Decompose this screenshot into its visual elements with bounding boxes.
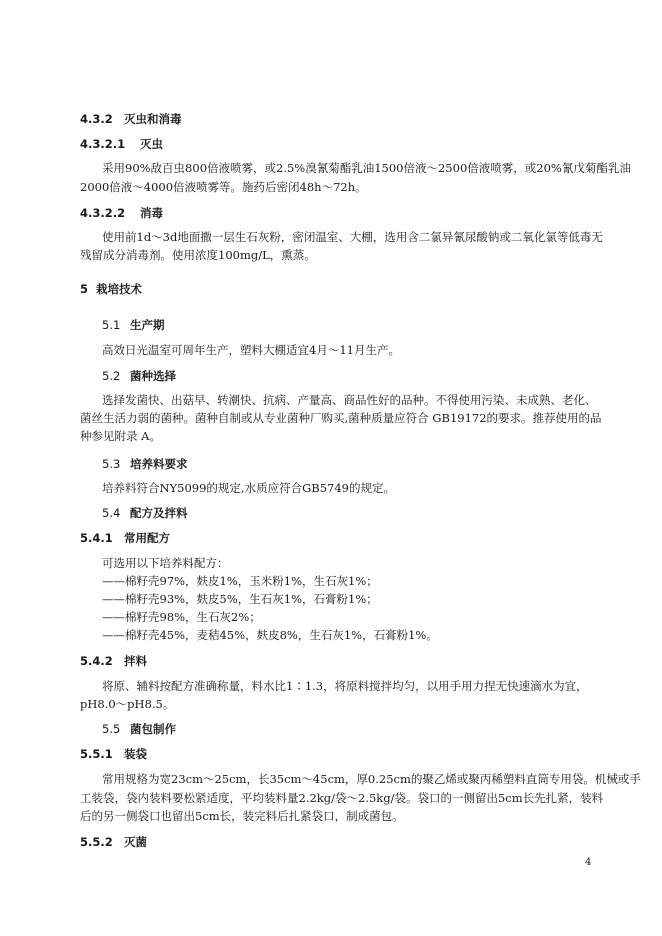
heading-4-3-2-1 xyxy=(80,137,163,151)
section-title: 拌料 xyxy=(124,654,147,668)
heading-5-2 xyxy=(102,369,176,383)
heading-5-5-1 xyxy=(80,747,147,761)
list-item: ——棉籽壳98%，生石灰2%； xyxy=(102,610,261,624)
paragraph-line: 培养料符合NY5099的规定,水质应符合GB5749的规定。 xyxy=(102,481,395,495)
paragraph-line: 可选用以下培养料配方： xyxy=(102,556,229,570)
paragraph-line: 常用规格为宽23cm～25cm，长35cm～45cm，厚0.25cm的聚乙烯或聚丙稀塑料直筒专用袋。机械或手 xyxy=(102,772,641,786)
paragraph-line: 选择发菌快、出菇早、转潮快、抗病、产量高、商品性好的品种。不得使用污染、未成熟、老化、 xyxy=(102,393,597,407)
heading-5-4 xyxy=(102,506,188,520)
paragraph-line: 使用前1d～3d地面撒一层生石灰粉，密闭温室、大棚，选用含二氯异氰尿酸钠或二氧化氯等低毒无 xyxy=(102,230,603,244)
section-title: 装袋 xyxy=(124,747,147,761)
paragraph-line: 高效日光温室可周年生产，塑料大棚适宜4月～11月生产。 xyxy=(102,343,400,357)
section-number: 5.1 xyxy=(102,318,121,332)
section-title: 常用配方 xyxy=(124,531,170,545)
paragraph-line: 种参见附录 A。 xyxy=(80,429,161,443)
paragraph-line: 残留成分消毒剂。使用浓度100mg/L，熏蒸。 xyxy=(80,248,316,262)
heading-5 xyxy=(80,282,142,296)
heading-5-4-1 xyxy=(80,531,170,545)
paragraph-line: 采用90%敌百虫800倍液喷雾，或2.5%溴氰菊酯乳油1500倍液～2500倍液喷雾，或20%氰戊菊酯乳油 xyxy=(102,161,631,175)
section-number: 5.3 xyxy=(102,457,121,471)
section-number: 4.3.2.2 xyxy=(80,206,126,220)
list-item: ——棉籽壳97%，麸皮1%，玉米粉1%，生石灰1%； xyxy=(102,574,378,588)
section-title: 培养料要求 xyxy=(130,457,188,471)
section-title: 生产期 xyxy=(130,318,165,332)
section-number: 4.3.2.1 xyxy=(80,137,126,151)
section-title: 灭虫 xyxy=(140,137,163,151)
heading-5-1 xyxy=(102,318,165,332)
heading-4-3-2 xyxy=(80,112,182,126)
section-number: 5.5.2 xyxy=(80,835,113,849)
paragraph-line: 将原、辅料按配方准确称量，料水比1∶1.3，将原料搅拌均匀，以用手用力捏无快速滴水为宜， xyxy=(102,679,588,693)
section-number: 5 xyxy=(80,282,89,296)
section-title: 消毒 xyxy=(140,206,163,220)
section-number: 5.5 xyxy=(102,722,121,736)
section-title: 配方及拌料 xyxy=(130,506,188,520)
heading-5-5 xyxy=(102,722,176,736)
paragraph-line: 菌丝生活力弱的菌种。菌种自制或从专业菌种厂购买,菌种质量应符合 GB19172的要求。推荐使用的品 xyxy=(80,411,602,425)
section-number: 5.4.2 xyxy=(80,654,113,668)
list-item: ——棉籽壳93%，麸皮5%，生石灰1%，石膏粉1%； xyxy=(102,592,378,606)
section-number: 5.5.1 xyxy=(80,747,113,761)
section-title: 灭虫和消毒 xyxy=(124,112,182,126)
section-title: 菌种选择 xyxy=(130,369,176,383)
section-number: 5.2 xyxy=(102,369,121,383)
section-title: 菌包制作 xyxy=(130,722,176,736)
paragraph-line: pH8.0～pH8.5。 xyxy=(80,697,175,711)
section-title: 栽培技术 xyxy=(96,282,142,296)
paragraph-line: 2000倍液～4000倍液喷雾等。施药后密闭48h～72h。 xyxy=(80,180,367,194)
heading-5-3 xyxy=(102,457,188,471)
heading-5-4-2 xyxy=(80,654,147,668)
list-item: ——棉籽壳45%，麦秸45%，麸皮8%，生石灰1%，石膏粉1%。 xyxy=(102,628,438,642)
section-number: 5.4 xyxy=(102,506,121,520)
section-number: 5.4.1 xyxy=(80,531,113,545)
section-title: 灭菌 xyxy=(124,835,147,849)
paragraph-line: 工装袋，袋内装料要松紧适度，平均装料量2.2kg/袋～2.5kg/袋。袋口的一侧留出5cm长先扎紧，装料 xyxy=(80,791,604,805)
page-number: 4 xyxy=(585,857,592,868)
heading-5-5-2 xyxy=(80,835,147,849)
heading-4-3-2-2 xyxy=(80,206,163,220)
paragraph-line: 后的另一侧袋口也留出5cm长，装完料后扎紧袋口，制成菌包。 xyxy=(80,809,404,823)
section-number: 4.3.2 xyxy=(80,112,113,126)
